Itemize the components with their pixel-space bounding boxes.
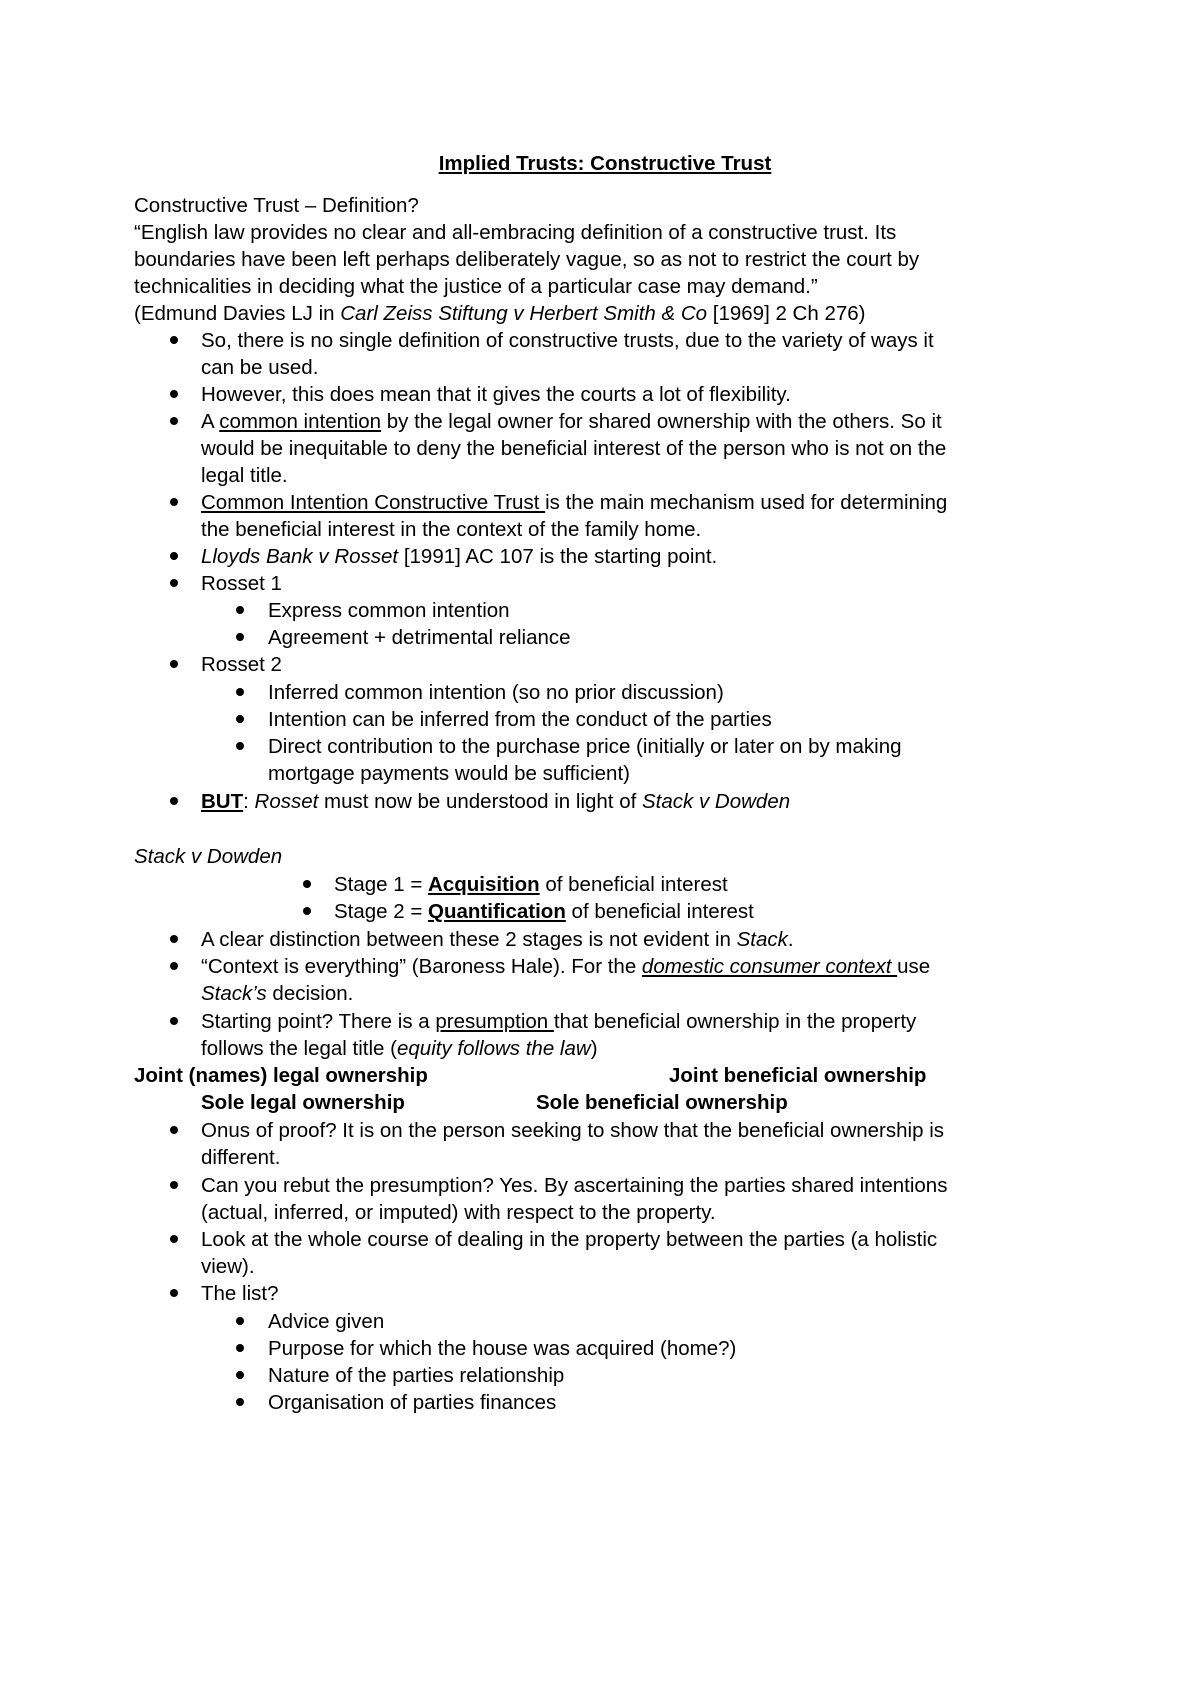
quote-line: technicalities in deciding what the justice of a particular case may demand.”	[134, 275, 818, 298]
list-item	[201, 488, 947, 517]
bullet-icon	[170, 579, 178, 587]
list-item: Rosset 1	[201, 572, 282, 595]
text-run: that beneficial ownership in the property	[553, 1010, 917, 1033]
case-name: Stack’s	[201, 982, 267, 1005]
bullet-icon	[236, 688, 244, 696]
list-item-continued	[201, 1034, 598, 1063]
emphasis-label: BUT	[201, 790, 244, 813]
case-name: Lloyds Bank v Rosset	[201, 545, 399, 568]
bullet-icon	[170, 336, 178, 344]
stage-item	[334, 870, 728, 899]
bullet-icon	[303, 907, 311, 915]
bullet-icon	[236, 1398, 244, 1406]
bullet-icon	[170, 417, 178, 425]
text-run: Stage 2 =	[334, 900, 429, 923]
list-item: The list?	[201, 1282, 279, 1305]
text-run: A	[201, 410, 220, 433]
bullet-icon	[170, 1289, 178, 1297]
underlined-term: Acquisition	[428, 873, 540, 896]
underlined-term: Common Intention Constructive Trust	[201, 491, 546, 514]
text-run: Stage 1 =	[334, 873, 429, 896]
list-item-continued: the beneficial interest in the context of the family home.	[201, 518, 702, 541]
underlined-term: Quantification	[428, 900, 566, 923]
sub-list-item: Inferred common intention (so no prior discussion)	[268, 681, 724, 704]
sub-list-item: Nature of the parties relationship	[268, 1364, 565, 1387]
text-run: [1991] AC 107 is the starting point.	[398, 545, 718, 568]
list-item-continued: legal title.	[201, 464, 288, 487]
case-name: Stack	[736, 928, 788, 951]
list-item	[201, 952, 930, 981]
text-run: Starting point? There is a	[201, 1010, 436, 1033]
bullet-icon	[170, 498, 178, 506]
sub-list-item: Advice given	[268, 1310, 385, 1333]
bullet-icon	[236, 606, 244, 614]
text-run: :	[243, 790, 255, 813]
case-name: Stack v Dowden	[642, 790, 791, 813]
underlined-term: domestic consumer context	[641, 955, 898, 978]
definition-heading: Constructive Trust – Definition?	[134, 194, 419, 217]
list-item: Rosset 2	[201, 653, 282, 676]
citation	[134, 299, 866, 328]
text-run: follows the legal title (	[201, 1037, 397, 1060]
text-run: A clear distinction between these 2 stages is not evident in	[201, 928, 737, 951]
bullet-icon	[170, 935, 178, 943]
bullet-icon	[236, 1371, 244, 1379]
sub-list-item: Organisation of parties finances	[268, 1391, 557, 1414]
bullet-icon	[236, 1317, 244, 1325]
bullet-icon	[170, 390, 178, 398]
sub-list-item: Agreement + detrimental reliance	[268, 626, 571, 649]
underlined-term: presumption	[435, 1010, 554, 1033]
bullet-icon	[170, 1181, 178, 1189]
citation-case: Carl Zeiss Stiftung v Herbert Smith & Co	[340, 302, 708, 325]
sole-beneficial-ownership: Sole beneficial ownership	[536, 1091, 788, 1114]
list-item-continued: can be used.	[201, 356, 319, 379]
bullet-icon	[170, 1126, 178, 1134]
stage-item	[334, 897, 754, 926]
page-title: Implied Trusts: Constructive Trust	[438, 152, 772, 175]
list-item: Can you rebut the presumption? Yes. By ascertaining the parties shared intentions	[201, 1174, 948, 1197]
citation-reference: [1969] 2 Ch 276)	[707, 302, 866, 325]
maxim: equity follows the law	[396, 1037, 591, 1060]
list-item	[201, 787, 790, 816]
bullet-icon	[236, 742, 244, 750]
text-run: of beneficial interest	[565, 900, 754, 923]
list-item	[201, 1007, 916, 1036]
list-item	[201, 407, 942, 436]
list-item: Look at the whole course of dealing in the property between the parties (a holistic	[201, 1228, 938, 1251]
sub-list-item-continued: mortgage payments would be sufficient)	[268, 762, 630, 785]
text-run: “Context is everything” (Baroness Hale). For the	[201, 955, 642, 978]
case-name: Rosset	[254, 790, 319, 813]
bullet-icon	[236, 715, 244, 723]
text-run: of beneficial interest	[539, 873, 728, 896]
text-run: by the legal owner for shared ownership with the others. So it	[381, 410, 942, 433]
sub-list-item: Purpose for which the house was acquired (home?)	[268, 1337, 737, 1360]
bullet-icon	[170, 660, 178, 668]
quote-line: “English law provides no clear and all-embracing definition of a constructive trust. Its	[134, 221, 897, 244]
underlined-term: common intention	[219, 410, 382, 433]
list-item-continued	[201, 979, 353, 1008]
bullet-icon	[236, 1344, 244, 1352]
sub-list-item: Express common intention	[268, 599, 510, 622]
sole-legal-ownership: Sole legal ownership	[201, 1091, 405, 1114]
list-item: However, this does mean that it gives the courts a lot of flexibility.	[201, 383, 791, 406]
text-run: .	[787, 928, 794, 951]
list-item-continued: view).	[201, 1255, 255, 1278]
bullet-icon	[170, 1235, 178, 1243]
joint-beneficial-ownership: Joint beneficial ownership	[669, 1064, 927, 1087]
list-item	[201, 542, 717, 571]
list-item: So, there is no single definition of constructive trusts, due to the variety of ways it	[201, 329, 934, 352]
text-run: use	[897, 955, 931, 978]
list-item-continued: different.	[201, 1146, 281, 1169]
bullet-icon	[170, 962, 178, 970]
sub-list-item: Direct contribution to the purchase price (initially or later on by making	[268, 735, 902, 758]
list-item-continued: (actual, inferred, or imputed) with respect to the property.	[201, 1201, 716, 1224]
list-item: Onus of proof? It is on the person seeking to show that the beneficial ownership is	[201, 1119, 944, 1142]
bullet-icon	[236, 633, 244, 641]
list-item-continued: would be inequitable to deny the beneficial interest of the person who is not on the	[201, 437, 947, 460]
text-run: )	[590, 1037, 598, 1060]
bullet-icon	[170, 552, 178, 560]
sub-list-item: Intention can be inferred from the conduct of the parties	[268, 708, 772, 731]
bullet-icon	[170, 797, 178, 805]
text-run: decision.	[266, 982, 354, 1005]
list-item	[201, 925, 794, 954]
section-heading: Stack v Dowden	[134, 845, 283, 868]
bullet-icon	[303, 880, 311, 888]
joint-legal-ownership: Joint (names) legal ownership	[134, 1064, 428, 1087]
quote-line: boundaries have been left perhaps deliberately vague, so as not to restrict the court by	[134, 248, 920, 271]
text-run: must now be understood in light of	[318, 790, 642, 813]
citation-judge: (Edmund Davies LJ in	[134, 302, 341, 325]
text-run: is the main mechanism used for determining	[545, 491, 948, 514]
bullet-icon	[170, 1017, 178, 1025]
